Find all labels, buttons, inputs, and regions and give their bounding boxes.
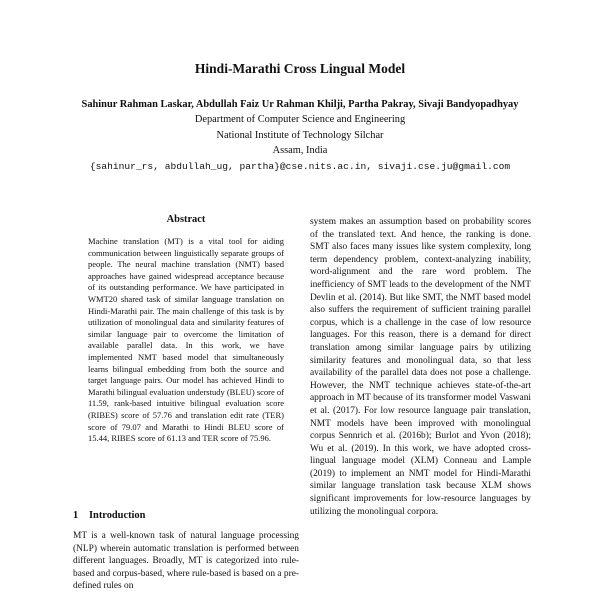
section-number: 1: [73, 510, 79, 521]
section-title: Introduction: [89, 510, 146, 521]
author-emails: {sahinur_rs, abdullah_ug, partha}@cse.nits.ac.in, sivaji.cse.ju@gmail.com: [89, 161, 511, 172]
affiliation-location: Assam, India: [272, 145, 328, 156]
section-heading-introduction: [73, 510, 299, 521]
right-column-body: [310, 216, 531, 518]
introduction-text: MT is a well-known task of natural language processing (NLP) wherein automatic translation is performed between different languages. Broadly, MT is categorized into rule-based and corpus-based, where rule-based is based on a pre-defined rules on: [73, 531, 299, 592]
affiliation-department: Department of Computer Science and Engineering: [194, 114, 406, 125]
abstract-heading: Abstract: [166, 214, 206, 225]
affiliation-institute: National Institute of Technology Silchar: [216, 130, 384, 141]
author-list: Sahinur Rahman Laskar, Abdullah Faiz Ur Rahman Khilji, Partha Pakray, Sivaji Bandyopadhyay: [81, 99, 519, 110]
abstract-text: Machine translation (MT) is a vital tool for aiding communication between linguistically separate groups of people. The neural machine translation (NMT) based approaches have gained widespread acceptance because of its outstanding performance. We have participated in WMT20 shared task of similar language translation on Hindi-Marathi pair. The main challenge of this task is by utilization of monolingual data and similarity features of similar language pair to overcome the limitation of available parallel data. In this work, we have implemented NMT based model that simultaneously learns bilingual embedding from both the source and target language pairs. Our model has achieved Hindi to Marathi bilingual evaluation understudy (BLEU) score of 11.59, rank-based intuitive bilingual evaluation score (RIBES) score of 57.76 and translation edit rate (TER) score of 79.07 and Marathi to Hindi BLEU score of 15.44, RIBES score of 61.13 and TER score of 75.96.: [88, 236, 284, 444]
abstract-body: [88, 236, 284, 445]
introduction-body: [73, 530, 299, 593]
right-column-text: system makes an assumption based on probability scores of the translated text. And hence, the ranking is done. SMT also faces many issues like system complexity, long term dependency problem, context-analyzing inability, word-alignment and the rare word problem. The inefficiency of SMT leads to the development of the NMT Devlin et al. (2014). But like SMT, the NMT based model also suffers the requirement of sufficient training parallel corpus, which is a challenge in the case of low resource languages. For this reason, there is a demand for direct translation among similar language pairs by utilizing similarity features and monolingual data, so that less availability of the parallel data does not pose a challenge. However, the NMT technique achieves state-of-the-art approach in MT because of its transformer model Vaswani et al. (2017). For low resource language pair translation, NMT models have been improved with monolingual corpus Sennrich et al. (2016b); Burlot and Yvon (2018); Wu et al. (2019). In this work, we have adopted cross-lingual language model (XLM) Conneau and Lample (2019) to implement an NMT model for Hindi-Marathi similar language translation task because XLM shows significant improvements for low-resource languages by utilizing the monolingual corpora.: [310, 217, 531, 517]
paper-title: Hindi-Marathi Cross Lingual Model: [194, 61, 406, 76]
